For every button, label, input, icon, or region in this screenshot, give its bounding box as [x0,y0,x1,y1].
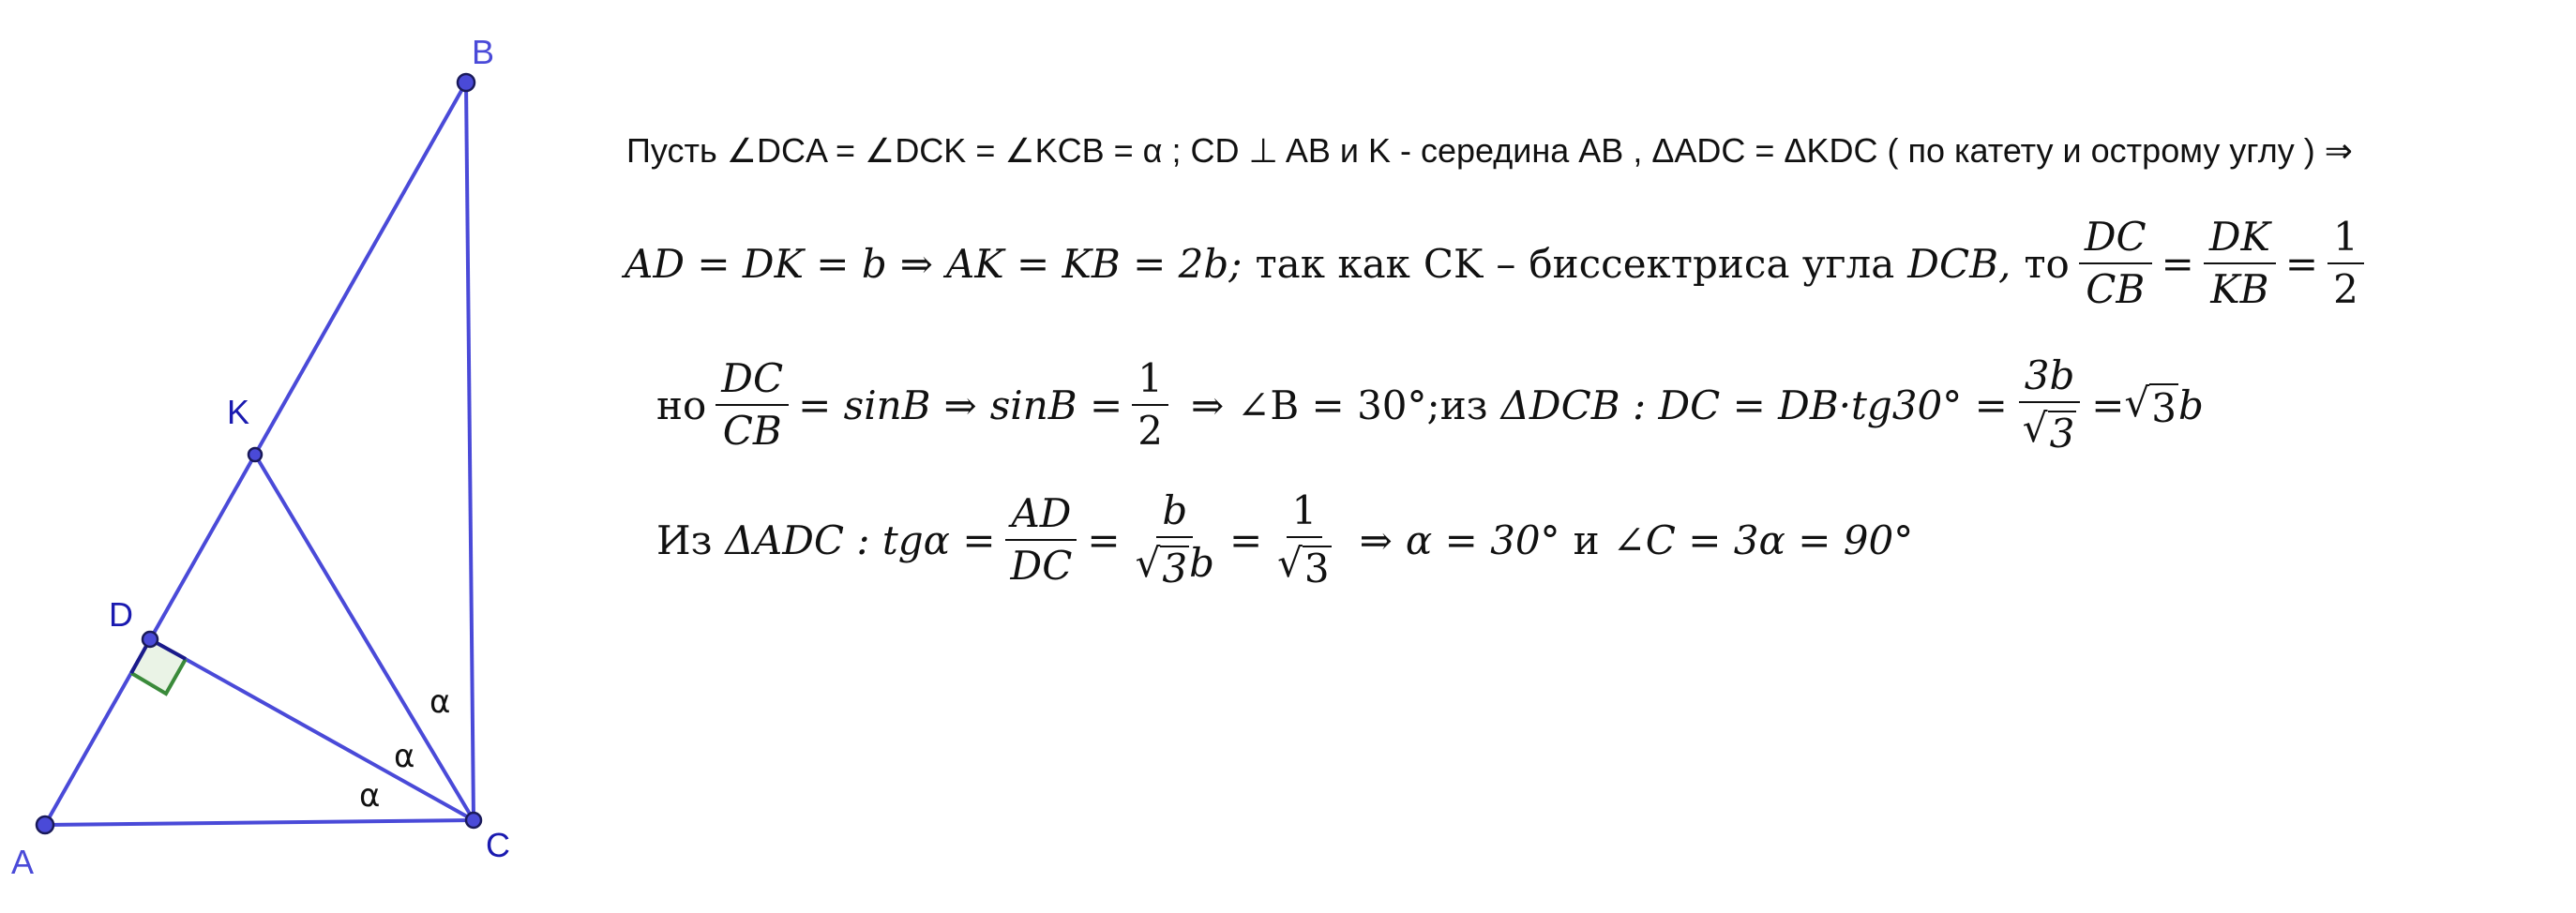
row4-arrow: ⇒ [1359,516,1393,563]
row2-arrow: ⇒ [899,240,933,287]
point-k [249,448,262,461]
solution-row-2 [625,216,2373,311]
solution-line-1: Пусть ∠DCA = ∠DCK = ∠KCB = α ; CD ⊥ AB и K - середина AB , ΔADC = ΔKDC ( по катету и острому углу ) ⇒ [626,131,2353,170]
label-d: D [109,595,133,634]
point-d [143,632,158,647]
row4-eq-2: = [1228,516,1263,563]
row2-eq-1: = [2161,240,2194,287]
row3-frac-dc-cb: $\frac{DC}{CB}$ [716,357,789,453]
angle-label-1: α [429,683,451,721]
row2-part1: AD = DK = b [625,240,887,287]
row3-part2: = sinB [798,382,931,428]
segment-bc [466,82,474,820]
row3-part7: = [2091,382,2125,428]
row3-arrow-2: ⇒ [1190,382,1225,428]
row2-part6: биссектриса угла [1529,240,1895,287]
label-a: A [11,843,35,881]
point-b [458,74,475,91]
triangle-diagram [0,0,600,913]
segment-ck [255,455,474,820]
row2-frac-dk-kb: $\frac{DK}{KB}$ [2204,216,2276,311]
row2-part7: DCB, [1907,240,2011,287]
row3-part1: но [656,382,707,428]
row4-part5: ∠C = 3α = 90° [1612,516,1914,563]
point-c [466,813,481,828]
row3-sqrt3: √ 3 [2124,379,2177,431]
angle-label-2: α [394,738,415,775]
row3-part6: ΔDCB : DC = DB·tg30° = [1500,382,2008,428]
row3-frac-1-2: $\frac{1}{2}$ [1132,357,1168,453]
row2-part5: – [1496,240,1516,287]
segment-cd [150,639,474,820]
row4-eq-1: = [1087,516,1121,563]
row4-part4: и [1573,516,1600,563]
row4-frac-b-sqrt3b: b √ 3 b [1135,487,1214,592]
label-k: K [227,393,250,431]
row2-part2: AK = KB = 2b; [945,240,1243,287]
segment-ac [45,820,474,825]
row3-part4: ∠B = 30°; [1237,382,1440,428]
row3-part5: из [1439,382,1488,428]
row3-frac-3b-sqrt3: 3b √ 3 [2017,354,2083,456]
right-angle-marker [131,639,186,694]
row2-part8: то [2024,240,2070,287]
row3-part8: b [2178,382,2204,428]
row2-part4: CK [1423,240,1484,287]
row2-part3: так как [1255,240,1410,287]
row2-frac-dc-cb: $\frac{DC}{CB}$ [2079,216,2152,311]
row4-frac-ad-dc: $\frac{AD}{DC}$ [1005,492,1078,588]
row4-part3: α = 30° [1405,516,1560,563]
point-a [37,816,53,833]
row3-part3: sinB = [989,382,1123,428]
label-b: B [472,33,495,71]
label-c: C [486,826,510,864]
solution-row-3 [656,354,2204,456]
row4-part1: Из [656,516,713,563]
solution-row-4 [656,489,1913,591]
row3-arrow-1: ⇒ [943,382,977,428]
row4-part2: ΔADC : tgα = [725,516,996,563]
row2-eq-2: = [2284,240,2319,287]
angle-label-3: α [359,777,381,815]
row4-frac-1-sqrt3: 1 √ 3 [1277,487,1330,592]
row2-frac-1-2: $\frac{1}{2}$ [2327,216,2364,311]
